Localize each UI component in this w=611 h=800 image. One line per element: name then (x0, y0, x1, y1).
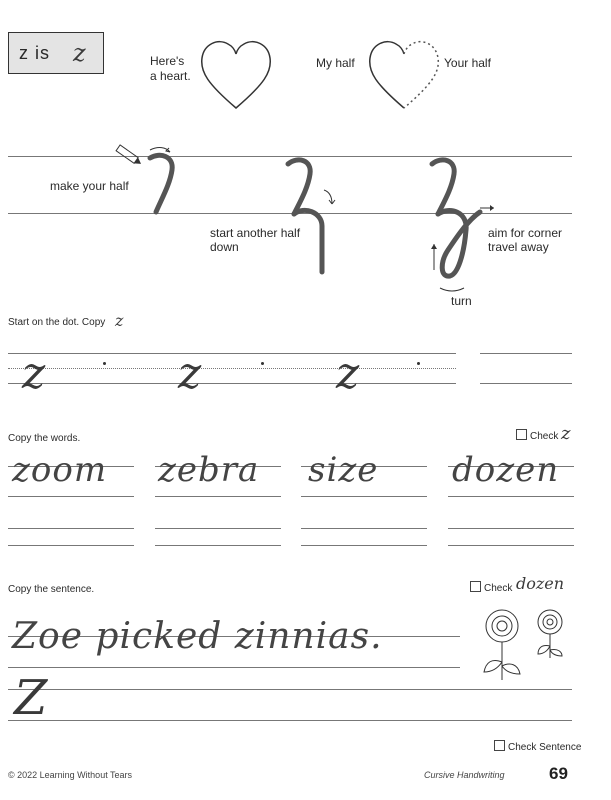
word1-write-base (8, 545, 134, 546)
word1-write-top (8, 528, 134, 529)
word-zoom: zoom (12, 450, 108, 490)
sentence-instruction: Copy the sentence. (8, 584, 95, 595)
header-label: z is (19, 43, 50, 63)
practice-top-line-2 (480, 353, 572, 354)
check-cursive-word: dozen (516, 574, 565, 593)
start-dot-2 (261, 362, 264, 365)
practice-base-line (8, 383, 456, 384)
word3-base-line (301, 496, 427, 497)
sentence-model: Zoe picked zinnias. (12, 616, 383, 657)
word-size: size (308, 450, 379, 490)
sentence-start-letter: Z (14, 670, 48, 726)
my-half-label: My half (316, 56, 355, 70)
check-label: Check (530, 431, 559, 442)
word2-write-top (155, 528, 281, 529)
step2-label-line1: start another half (210, 226, 301, 240)
check-dozen-checkbox[interactable] (470, 581, 512, 596)
step2-stroke-icon (278, 150, 348, 280)
word4-write-base (448, 545, 574, 546)
full-heart-icon (198, 36, 274, 112)
word2-write-base (155, 545, 281, 546)
step3-stroke-icon (418, 150, 498, 300)
practice-mid-line (8, 368, 456, 369)
check-cursive-letter: z (561, 423, 571, 444)
half-heart-icon (366, 36, 442, 112)
check-label: Check (484, 583, 513, 594)
word4-base-line (448, 496, 574, 497)
step1-stroke-icon (112, 140, 182, 220)
word3-write-base (301, 545, 427, 546)
practice-letter-1: z (22, 348, 46, 399)
your-half-label: Your half (444, 56, 491, 70)
words-instruction: Copy the words. (8, 433, 81, 444)
letter-header-box (8, 32, 104, 74)
step3-label-line1: aim for corner (488, 226, 563, 240)
practice-instruction: Start on the dot. Copy (8, 317, 106, 328)
sentence-write-base-line (8, 720, 572, 721)
check-letter-checkbox[interactable] (516, 429, 558, 444)
step1-label: make your half (50, 179, 129, 193)
footer-copyright: © 2022 Learning Without Tears (8, 770, 133, 780)
zinnia-flowers-icon (472, 600, 572, 684)
heart-text-line2: a heart. (150, 69, 191, 83)
check-sentence-label: Check Sentence (508, 742, 582, 753)
header-cursive-letter: z (73, 39, 87, 67)
word1-base-line (8, 496, 134, 497)
checkbox-icon[interactable] (494, 740, 505, 751)
step3-label-line2: travel away (488, 240, 549, 254)
practice-top-line (8, 353, 456, 354)
word3-write-top (301, 528, 427, 529)
step3-turn-label: turn (451, 294, 472, 308)
practice-letter-2: z (178, 348, 202, 399)
practice-instruction-letter: z (115, 311, 124, 330)
start-dot-3 (417, 362, 420, 365)
word4-write-top (448, 528, 574, 529)
word2-base-line (155, 496, 281, 497)
word-dozen: dozen (452, 450, 560, 490)
start-dot-1 (103, 362, 106, 365)
step2-label-line2: down (210, 240, 239, 254)
check-sentence-checkbox[interactable] (494, 740, 581, 755)
word-zebra: zebra (158, 450, 260, 490)
sentence-write-top-line (8, 689, 572, 690)
footer-book-title: Cursive Handwriting (424, 770, 505, 780)
practice-base-line-2 (480, 383, 572, 384)
page-number: 69 (549, 764, 568, 783)
practice-letter-3: z (336, 348, 360, 399)
sentence-base-line (8, 667, 460, 668)
heart-text-line1: Here's (150, 54, 185, 68)
checkbox-icon[interactable] (516, 429, 527, 440)
checkbox-icon[interactable] (470, 581, 481, 592)
